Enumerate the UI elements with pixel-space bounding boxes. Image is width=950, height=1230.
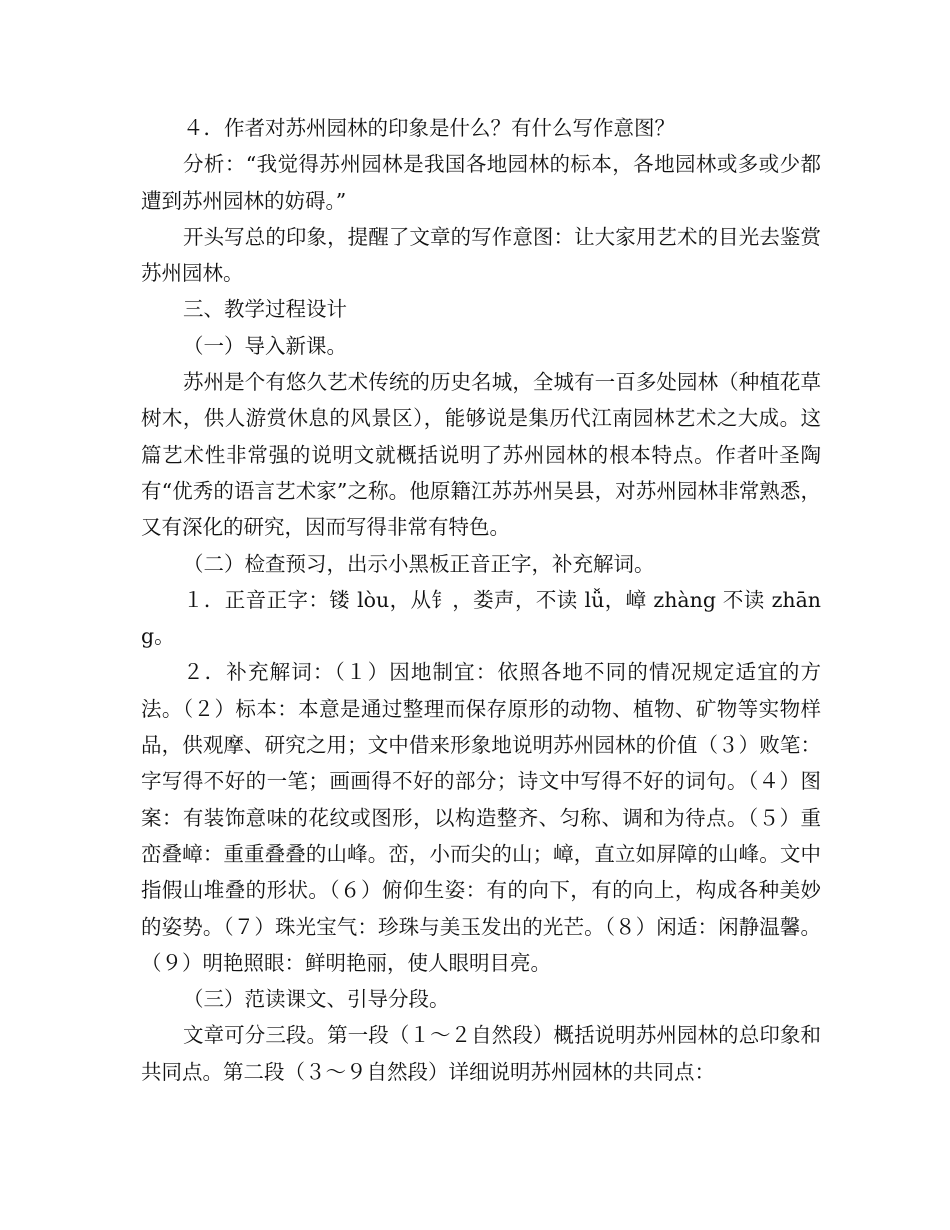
- document-body: [141, 110, 821, 1090]
- segmentation-paragraph: 文章可分三段。第一段（１～２自然段）概括说明苏州园林的总印象和共同点。第二段（３～９自然段）详细说明苏州园林的共同点：: [141, 1023, 821, 1084]
- section-heading-teaching-process: 三、教学过程设计: [183, 297, 347, 322]
- question-4-paragraph: ４．作者对苏州园林的印象是什么？有什么写作意图？: [183, 116, 675, 140]
- pronunciation-paragraph: １．正音正字：镂 lòu，从钅，娄声，不读 lǚ，嶂 zhàng 不读 zhāng。: [141, 587, 821, 649]
- analysis-paragraph: 分析：“我觉得苏州园林是我国各地园林的标本，各地园林或多或少都遭到苏州园林的妨碍。”: [141, 152, 821, 213]
- opening-impression-paragraph: 开头写总的印象，提醒了文章的写作意图：让大家用艺术的目光去鉴赏苏州园林。: [141, 224, 821, 286]
- subsection-heading-reading: （三）范读课文、引导分段。: [183, 987, 450, 1012]
- vocabulary-paragraph: ２．补充解词：（１）因地制宜：依照各地不同的情况规定适宜的方法。（２）标本：本意是通过整理而保存原形的动物、植物、矿物等实物样品，供观摩、研究之用；文中借来形象地说明苏州园林的价值（３）败笔：字写得不好的一笔；画画得不好的部分；诗文中写得不好的词句。（４）图案：有装饰意味的花纹或图形，以构造整齐、匀称、调和为待点。（５）重峦叠嶂：重重叠叠的山峰。峦，小而尖的山；嶂，直立如屏障的山峰。文中指假山堆叠的形状。（６）俯仰生姿：有的向下，有的向上，构成各种美妙的姿势。（７）珠光宝气：珍珠与美玉发出的光芒。（８）闲适：闲静温馨。（９）明艳照眼：鲜明艳丽，使人眼明目亮。: [141, 660, 821, 975]
- suzhou-background-paragraph: 苏州是个有悠久艺术传统的历史名城，全城有一百多处园林（种植花草树木，供人游赏休息的风景区），能够说是集历代江南园林艺术之大成。这篇艺术性非常强的说明文就概括说明了苏州园林的根本特点。作者叶圣陶有“优秀的语言艺术家”之称。他原籍江苏苏州吴县，对苏州园林非常熟悉，又有深化的研究，因而写得非常有特色。: [141, 370, 821, 540]
- subsection-heading-introduction: （一）导入新课。: [183, 333, 347, 358]
- subsection-heading-preview-check: （二）检查预习，出示小黑板正音正字，补充解词。: [183, 551, 655, 576]
